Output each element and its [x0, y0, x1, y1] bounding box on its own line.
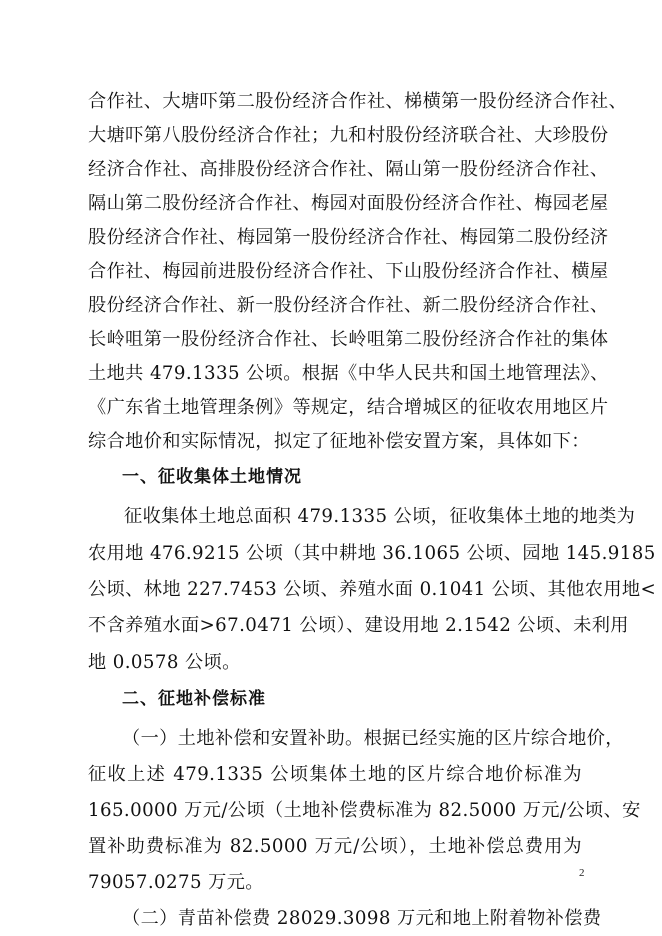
- text-line: 《广东省土地管理条例》等规定，结合增城区的征收农用地区片: [88, 397, 609, 418]
- text-line: 公顷、林地 227.7453 公顷、养殖水面 0.1041 公顷、其他农用地<: [88, 579, 657, 600]
- section-heading: 二、征地补偿标准: [122, 689, 266, 709]
- text-line: 长岭咀第一股份经济合作社、长岭咀第二股份经济合作社的集体: [88, 329, 609, 350]
- text-line: 经济合作社、高排股份经济合作社、隔山第一股份经济合作社、: [88, 159, 609, 180]
- page-number: 2: [579, 867, 585, 879]
- text-line: （二）青苗补偿费 28029.3098 万元和地上附着物补偿费: [122, 908, 602, 929]
- text-line: 土地共 479.1335 公顷。根据《中华人民共和国土地管理法》、: [88, 363, 609, 384]
- text-line: 隔山第二股份经济合作社、梅园对面股份经济合作社、梅园老屋: [88, 193, 609, 214]
- text-line: 165.0000 万元/公顷（土地补偿费标准为 82.5000 万元/公顷、安: [88, 800, 641, 821]
- text-line: 不含养殖水面>67.0471 公顷）、建设用地 2.1542 公顷、未利用: [88, 615, 629, 636]
- text-line: 大塘吓第八股份经济合作社；九和村股份经济联合社、大珍股份: [88, 125, 609, 146]
- text-line: 综合地价和实际情况，拟定了征地补偿安置方案，具体如下：: [88, 431, 590, 452]
- text-line: 合作社、梅园前进股份经济合作社、下山股份经济合作社、横屋: [88, 261, 609, 282]
- text-line: 合作社、大塘吓第二股份经济合作社、梯横第一股份经济合作社、: [88, 91, 628, 112]
- text-line: 征收集体土地总面积 479.1335 公顷，征收集体土地的地类为: [124, 506, 636, 527]
- text-line: 股份经济合作社、新一股份经济合作社、新二股份经济合作社、: [88, 295, 609, 316]
- section-heading: 一、征收集体土地情况: [122, 467, 302, 487]
- text-line: 征收上述 479.1335 公顷集体土地的区片综合地价标准为: [88, 764, 582, 785]
- text-line: 置补助费标准为 82.5000 万元/公顷），土地补偿总费用为: [88, 836, 582, 857]
- text-line: 农用地 476.9215 公顷（其中耕地 36.1065 公顷、园地 145.9185: [88, 543, 656, 564]
- text-line: 地 0.0578 公顷。: [88, 652, 241, 673]
- text-line: 股份经济合作社、梅园第一股份经济合作社、梅园第二股份经济: [88, 227, 609, 248]
- text-line: 79057.0275 万元。: [88, 872, 264, 893]
- text-line: （一）土地补偿和安置补助。根据已经实施的区片综合地价，: [122, 728, 624, 749]
